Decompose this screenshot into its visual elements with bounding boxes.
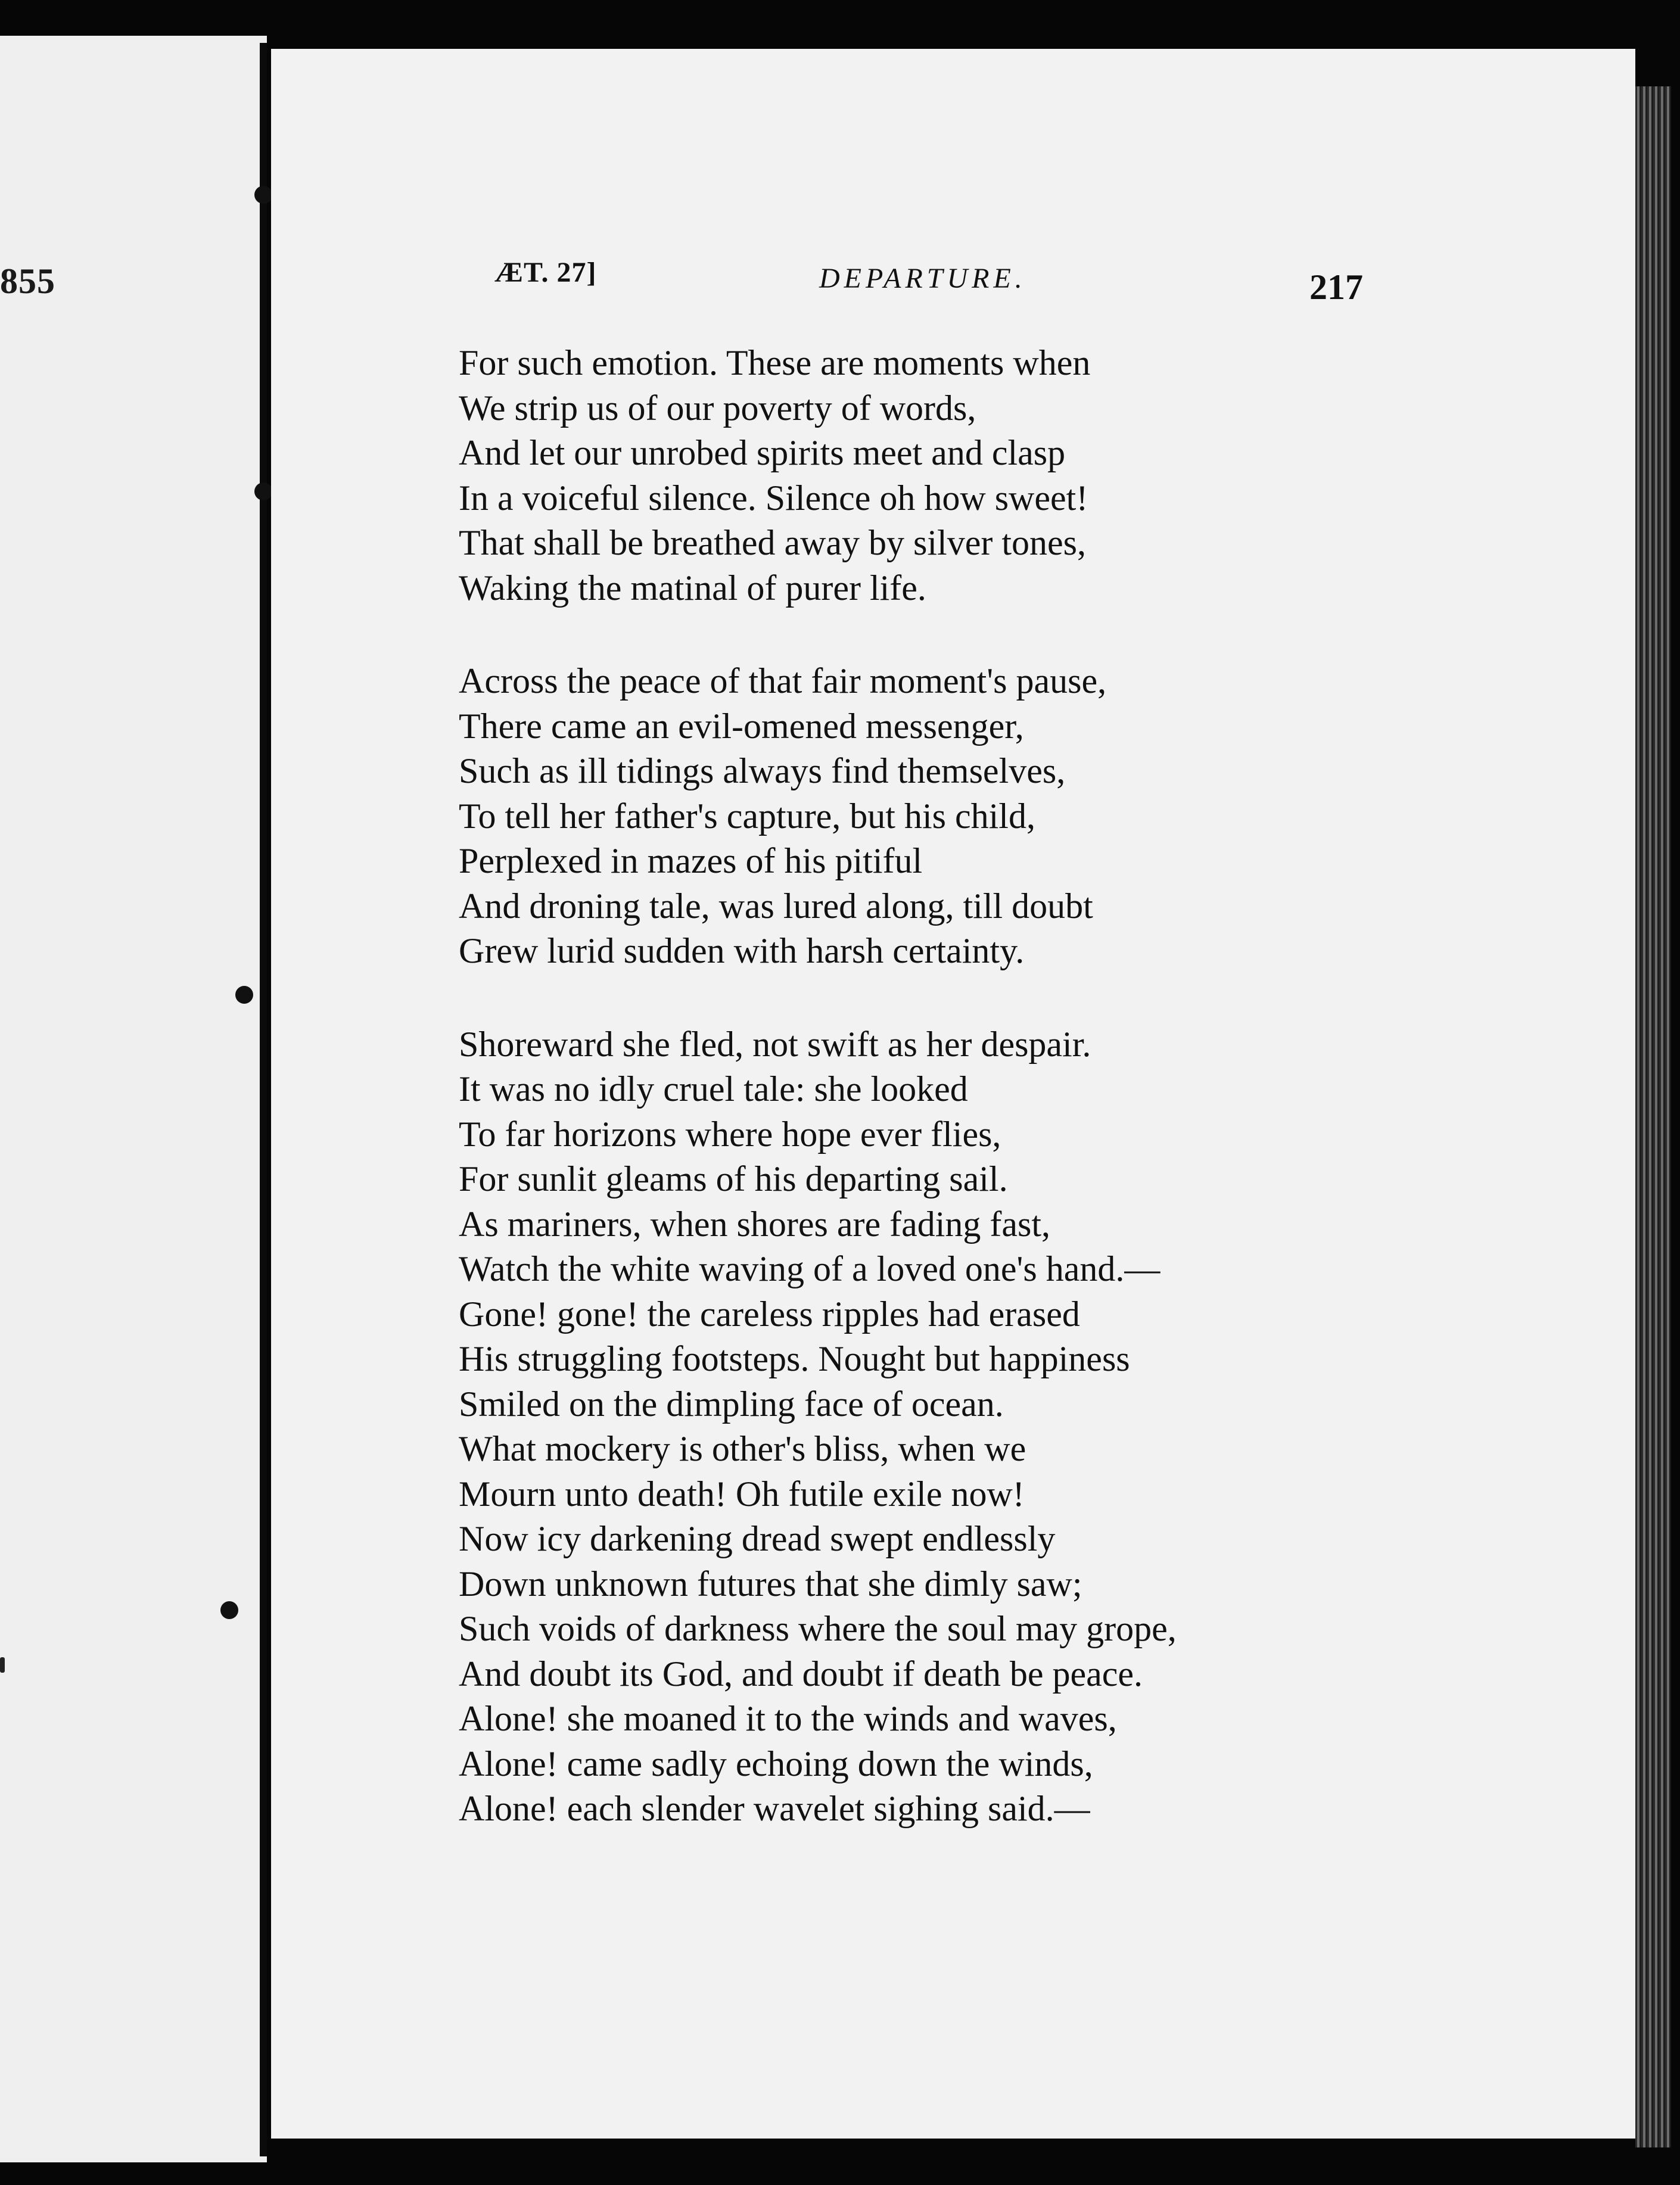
- poem-line: Smiled on the dimpling face of ocean.: [459, 1384, 1004, 1424]
- poem-line: That shall be breathed away by silver tones,: [459, 523, 1086, 562]
- running-head-age: ÆT. 27]: [494, 257, 597, 288]
- left-page-mark: [0, 1657, 5, 1673]
- binding-stitch: [235, 986, 253, 1004]
- binding-stitch: [254, 186, 272, 204]
- poem-line: Such voids of darkness where the soul may grope,: [459, 1609, 1177, 1648]
- running-head: [0, 256, 1680, 307]
- running-head-title: DEPARTURE.: [819, 263, 1026, 294]
- poem-line: And doubt its God, and doubt if death be peace.: [459, 1654, 1143, 1694]
- poem-line: To tell her father's capture, but his child,: [459, 796, 1035, 836]
- left-page-number: 855: [0, 262, 55, 301]
- poem-line: For sunlit gleams of his departing sail.: [459, 1159, 1008, 1199]
- stanza: [459, 659, 1340, 974]
- poem-line: Grew lurid sudden with harsh certainty.: [459, 931, 1025, 970]
- poem-line: In a voiceful silence. Silence oh how sweet!: [459, 478, 1088, 518]
- stanza: [459, 1022, 1340, 1832]
- stanza: [459, 341, 1340, 611]
- poem-line: Alone! came sadly echoing down the winds,: [459, 1744, 1093, 1784]
- binding-stitch: [254, 483, 272, 500]
- poem-line: And let our unrobed spirits meet and clasp: [459, 433, 1066, 472]
- poem-line: There came an evil-omened messenger,: [459, 706, 1024, 746]
- poem-line: Gone! gone! the careless ripples had erased: [459, 1294, 1080, 1334]
- poem-line: Across the peace of that fair moment's pause,: [459, 661, 1107, 701]
- poem-line: Shoreward she fled, not swift as her despair.: [459, 1024, 1091, 1064]
- poem-line: For such emotion. These are moments when: [459, 343, 1091, 382]
- left-page: [0, 36, 267, 2162]
- poem-line: His struggling footsteps. Nought but happiness: [459, 1339, 1130, 1378]
- poem-line: Down unknown futures that she dimly saw;: [459, 1564, 1082, 1604]
- poem-line: Alone! she moaned it to the winds and waves,: [459, 1699, 1117, 1738]
- poem: [459, 341, 1340, 1832]
- poem-line: Mourn unto death! Oh futile exile now!: [459, 1474, 1025, 1514]
- poem-line: As mariners, when shores are fading fast,: [459, 1204, 1051, 1244]
- poem-line: Now icy darkening dread swept endlessly: [459, 1519, 1056, 1558]
- book-gutter: [260, 43, 267, 2156]
- page-edges: [1635, 86, 1671, 2147]
- poem-line: What mockery is other's bliss, when we: [459, 1429, 1026, 1468]
- poem-line: To far horizons where hope ever flies,: [459, 1114, 1001, 1154]
- poem-line: Such as ill tidings always find themselves,: [459, 751, 1066, 790]
- poem-line: Perplexed in mazes of his pitiful: [459, 841, 923, 880]
- binding-stitch: [220, 1601, 238, 1619]
- poem-line: Watch the white waving of a loved one's hand.—: [459, 1249, 1161, 1288]
- page-number: 217: [1309, 267, 1363, 307]
- poem-line: Alone! each slender wavelet sighing said.—: [459, 1789, 1090, 1828]
- poem-line: It was no idly cruel tale: she looked: [459, 1069, 968, 1109]
- poem-line: Waking the matinal of purer life.: [459, 568, 926, 608]
- poem-line: And droning tale, was lured along, till doubt: [459, 886, 1093, 926]
- poem-line: We strip us of our poverty of words,: [459, 388, 976, 428]
